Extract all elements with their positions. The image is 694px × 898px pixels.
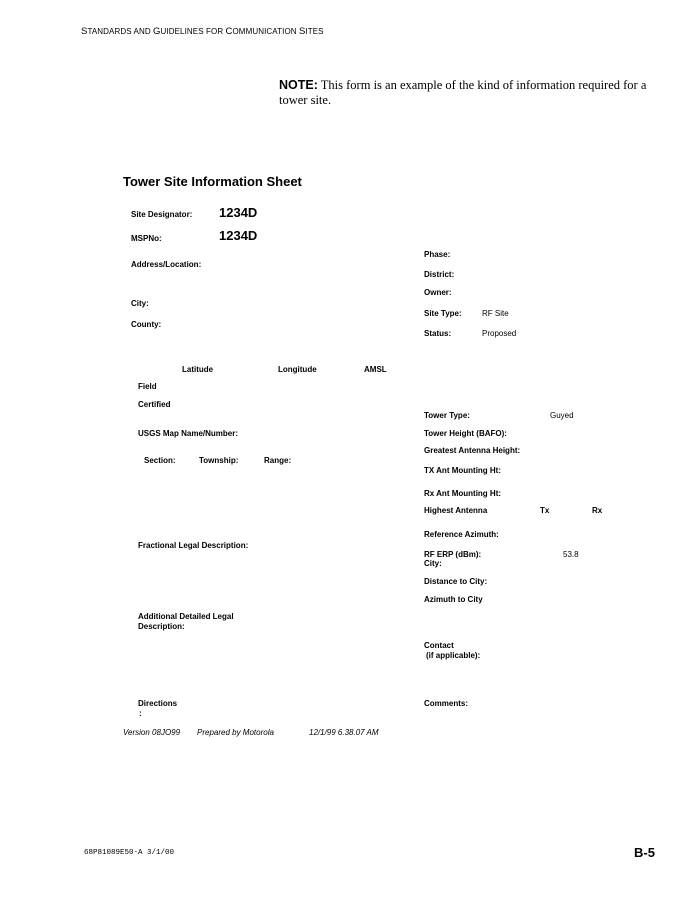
field-label: Field <box>138 382 157 391</box>
site-designator-value: 1234D <box>219 205 258 220</box>
directions-colon: : <box>139 709 142 718</box>
status-label: Status: <box>424 329 452 338</box>
city-label: City: <box>131 299 149 308</box>
timestamp-text: 12/1/99 6.38.07 AM <box>309 728 379 737</box>
certified-label: Certified <box>138 400 171 409</box>
township-label: Township: <box>199 456 239 465</box>
mspno-value: 1234D <box>219 228 258 243</box>
version-text: Version 08JO99 <box>123 728 181 737</box>
tower-height-label: Tower Height (BAFO): <box>424 429 507 438</box>
site-type-value: RF Site <box>482 309 509 318</box>
amsl-label: AMSL <box>364 365 387 374</box>
comments-label: Comments: <box>424 699 469 708</box>
mspno-label: MSPNo: <box>131 234 162 243</box>
directions-label: Directions <box>138 699 178 708</box>
note-lead: NOTE: <box>279 78 318 92</box>
section-label: Section: <box>144 456 176 465</box>
running-header: STANDARDS AND GUIDELINES FOR COMMUNICATION SITES <box>81 26 324 37</box>
rf-erp-label: RF ERP (dBm): <box>424 550 482 559</box>
tower-type-value: Guyed <box>550 411 574 420</box>
highest-antenna-label: Highest Antenna <box>424 506 488 515</box>
contact-label: Contact <box>424 641 454 650</box>
site-type-label: Site Type: <box>424 309 462 318</box>
prepared-by-text: Prepared by Motorola <box>197 728 274 737</box>
county-label: County: <box>131 320 162 329</box>
latitude-label: Latitude <box>182 365 214 374</box>
usgs-label: USGS Map Name/Number: <box>138 429 239 438</box>
tx-label: Tx <box>540 506 550 515</box>
longitude-label: Longitude <box>278 365 317 374</box>
district-label: District: <box>424 270 455 279</box>
note-text: This form is an example of the kind of information required for a tower site. <box>279 78 647 107</box>
tx-mount-label: TX Ant Mounting Ht: <box>424 466 502 475</box>
document-id: 68P81089E50-A 3/1/00 <box>84 849 175 857</box>
range-label: Range: <box>264 456 292 465</box>
note-paragraph <box>279 78 659 108</box>
contact-sub-label: (if applicable): <box>426 651 481 660</box>
address-label: Address/Location: <box>131 260 202 269</box>
status-value: Proposed <box>482 329 517 338</box>
greatest-antenna-label: Greatest Antenna Height: <box>424 446 521 455</box>
sheet-title: Tower Site Information Sheet <box>123 174 302 189</box>
distance-to-city-label: Distance to City: <box>424 577 488 586</box>
tower-type-label: Tower Type: <box>424 411 470 420</box>
page-number: B-5 <box>634 845 655 860</box>
rx-mount-label: Rx Ant Mounting Ht: <box>424 489 502 498</box>
city-right-label: City: <box>424 559 442 568</box>
rf-erp-value: 53.8 <box>563 550 579 559</box>
phase-label: Phase: <box>424 250 451 259</box>
site-designator-label: Site Designator: <box>131 210 193 219</box>
additional-legal-label: Additional Detailed Legal Description: <box>138 612 234 631</box>
fractional-legal-label: Fractional Legal Description: <box>138 541 249 550</box>
reference-azimuth-label: Reference Azimuth: <box>424 530 499 539</box>
owner-label: Owner: <box>424 288 452 297</box>
rx-label: Rx <box>592 506 603 515</box>
azimuth-to-city-label: Azimuth to City <box>424 595 483 604</box>
